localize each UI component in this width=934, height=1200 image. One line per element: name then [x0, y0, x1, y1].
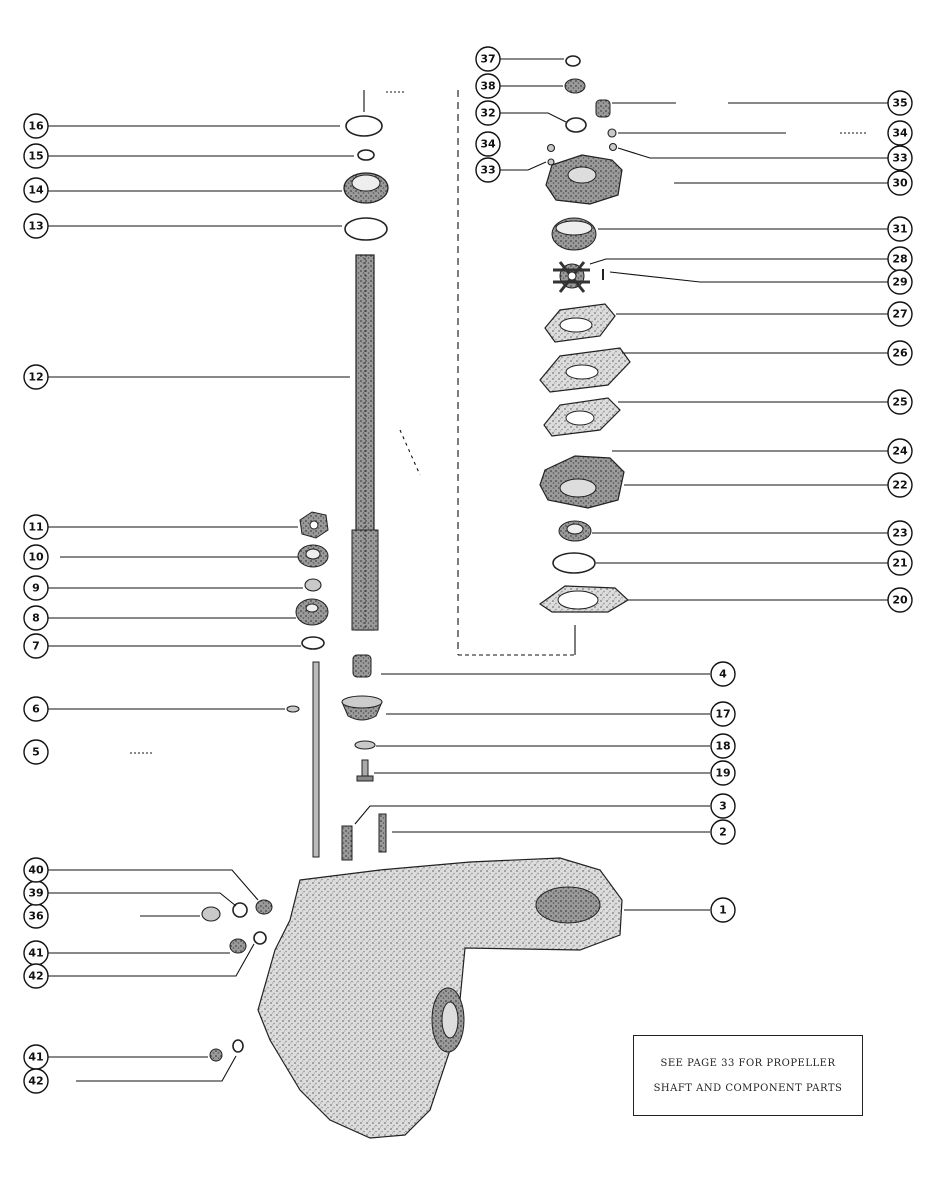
callout-9 [24, 576, 48, 600]
part-34-nut-left [548, 145, 555, 152]
housing-fittings [202, 900, 272, 1061]
part-9-washer [305, 579, 321, 591]
callout-number: 5 [32, 745, 40, 759]
callout-15 [24, 144, 48, 168]
callout-number: 35 [892, 96, 908, 110]
callout-22 [888, 473, 912, 497]
callout-33 [888, 146, 912, 170]
callout-27 [888, 302, 912, 326]
part-28-impeller [553, 262, 590, 292]
callout-17 [711, 702, 735, 726]
callout-4 [711, 662, 735, 686]
callout-41 [24, 1045, 48, 1069]
callout-33 [476, 158, 500, 182]
callout-20 [888, 588, 912, 612]
callout-42 [24, 1069, 48, 1093]
part-15-washer [358, 150, 374, 160]
part-37-ring [566, 56, 580, 66]
part-16-ring [346, 116, 382, 136]
part-21-ring [553, 553, 595, 573]
part-3-sleeve [342, 826, 352, 860]
callout-34 [888, 121, 912, 145]
callout-number: 13 [28, 219, 44, 233]
callout-16 [24, 114, 48, 138]
callout-number: 4 [719, 667, 727, 681]
callout-number: 27 [892, 307, 908, 321]
callout-number: 8 [32, 611, 40, 625]
note-line-1: SEE PAGE 33 FOR PROPELLER [660, 1057, 836, 1069]
part-2-pin [379, 814, 386, 852]
callout-number: 41 [28, 946, 44, 960]
callout-number: 11 [28, 520, 44, 534]
callout-25 [888, 390, 912, 414]
part-32-grommet [566, 118, 586, 132]
callout-number: 38 [480, 79, 496, 93]
callout-number: 23 [892, 526, 908, 540]
part-22-pump-base [540, 456, 624, 508]
part-38-seal [565, 79, 585, 93]
centerlines [364, 90, 575, 655]
part-34-nut-right [608, 129, 616, 137]
part-13-ring [345, 218, 387, 240]
callout-35 [888, 91, 912, 115]
part-30-pump-housing [546, 155, 622, 204]
callout-number: 41 [28, 1050, 44, 1064]
callout-39 [24, 881, 48, 905]
part-6-pin [287, 706, 299, 712]
shift-rod [313, 662, 319, 857]
callout-number: 1 [719, 903, 727, 917]
part-8-gear [296, 599, 328, 625]
callout-6 [24, 697, 48, 721]
callout-number: 40 [28, 863, 44, 877]
callout-3 [711, 794, 735, 818]
driveshaft-assembly [287, 116, 388, 860]
callout-36 [24, 904, 48, 928]
callout-30 [888, 171, 912, 195]
callout-number: 19 [715, 766, 731, 780]
callout-5 [24, 740, 48, 764]
callout-41 [24, 941, 48, 965]
part-33-washer-right [610, 144, 617, 151]
part-11-retainer [300, 512, 328, 538]
callout-number: 34 [480, 137, 496, 151]
callout-1 [711, 898, 735, 922]
callout-8 [24, 606, 48, 630]
callout-19 [711, 761, 735, 785]
callout-number: 28 [892, 252, 908, 266]
callout-number: 10 [28, 550, 44, 564]
part-10-bearing [298, 545, 328, 567]
callout-7 [24, 634, 48, 658]
callout-18 [711, 734, 735, 758]
part-41-screw-b [210, 1049, 222, 1061]
callout-31 [888, 217, 912, 241]
water-pump-assembly [540, 56, 630, 612]
part-17-gear [342, 696, 382, 720]
part-42-washer-b [233, 1040, 243, 1052]
part-42-washer [254, 932, 266, 944]
callout-40 [24, 858, 48, 882]
callout-number: 33 [892, 151, 908, 165]
callout-number: 29 [892, 275, 908, 289]
callout-number: 7 [32, 639, 40, 653]
part-23-seal [559, 521, 591, 541]
callout-number: 22 [892, 478, 908, 492]
callout-number: 33 [480, 163, 496, 177]
callout-number: 16 [28, 119, 44, 133]
callout-21 [888, 551, 912, 575]
callout-42 [24, 964, 48, 988]
callout-number: 26 [892, 346, 908, 360]
callout-number: 14 [28, 183, 44, 197]
part-12-driveshaft [352, 255, 378, 630]
callout-number: 2 [719, 825, 727, 839]
part-14-bearing [344, 173, 388, 203]
callout-26 [888, 341, 912, 365]
part-7-ring [302, 637, 324, 649]
callout-number: 42 [28, 1074, 44, 1088]
callout-number: 3 [719, 799, 727, 813]
part-19-bolt [357, 760, 373, 781]
callout-38 [476, 74, 500, 98]
part-36-screw [202, 907, 220, 921]
callout-number: 39 [28, 886, 44, 900]
callout-number: 31 [892, 222, 908, 236]
callout-number: 37 [480, 52, 496, 66]
part-41-screw [230, 939, 246, 953]
callout-number: 42 [28, 969, 44, 983]
callout-2 [711, 820, 735, 844]
callout-number: 17 [715, 707, 731, 721]
callout-number: 21 [892, 556, 908, 570]
callout-number: 12 [28, 370, 44, 384]
callout-number: 15 [28, 149, 44, 163]
propeller-note-box [633, 1035, 863, 1116]
callout-number: 18 [715, 739, 731, 753]
callout-number: 32 [480, 106, 496, 120]
callout-34 [476, 132, 500, 156]
callout-number: 9 [32, 581, 40, 595]
part-18-washer [355, 741, 375, 749]
part-31-insert [552, 218, 596, 250]
callout-number: 36 [28, 909, 44, 923]
callout-32 [476, 101, 500, 125]
callout-number: 34 [892, 126, 908, 140]
note-line-2: SHAFT AND COMPONENT PARTS [653, 1082, 843, 1094]
callout-number: 20 [892, 593, 908, 607]
callout-24 [888, 439, 912, 463]
callout-number: 24 [892, 444, 908, 458]
callout-number: 6 [32, 702, 40, 716]
callout-10 [24, 545, 48, 569]
part-4-pinion [353, 655, 371, 677]
callout-28 [888, 247, 912, 271]
part-35-seal [596, 100, 610, 117]
callout-12 [24, 365, 48, 389]
part-1-gear-housing [258, 858, 622, 1138]
callout-23 [888, 521, 912, 545]
callout-14 [24, 178, 48, 202]
callout-number: 30 [892, 176, 908, 190]
callout-11 [24, 515, 48, 539]
callout-37 [476, 47, 500, 71]
callout-29 [888, 270, 912, 294]
callout-13 [24, 214, 48, 238]
callout-number: 25 [892, 395, 908, 409]
part-40-plug [256, 900, 272, 914]
